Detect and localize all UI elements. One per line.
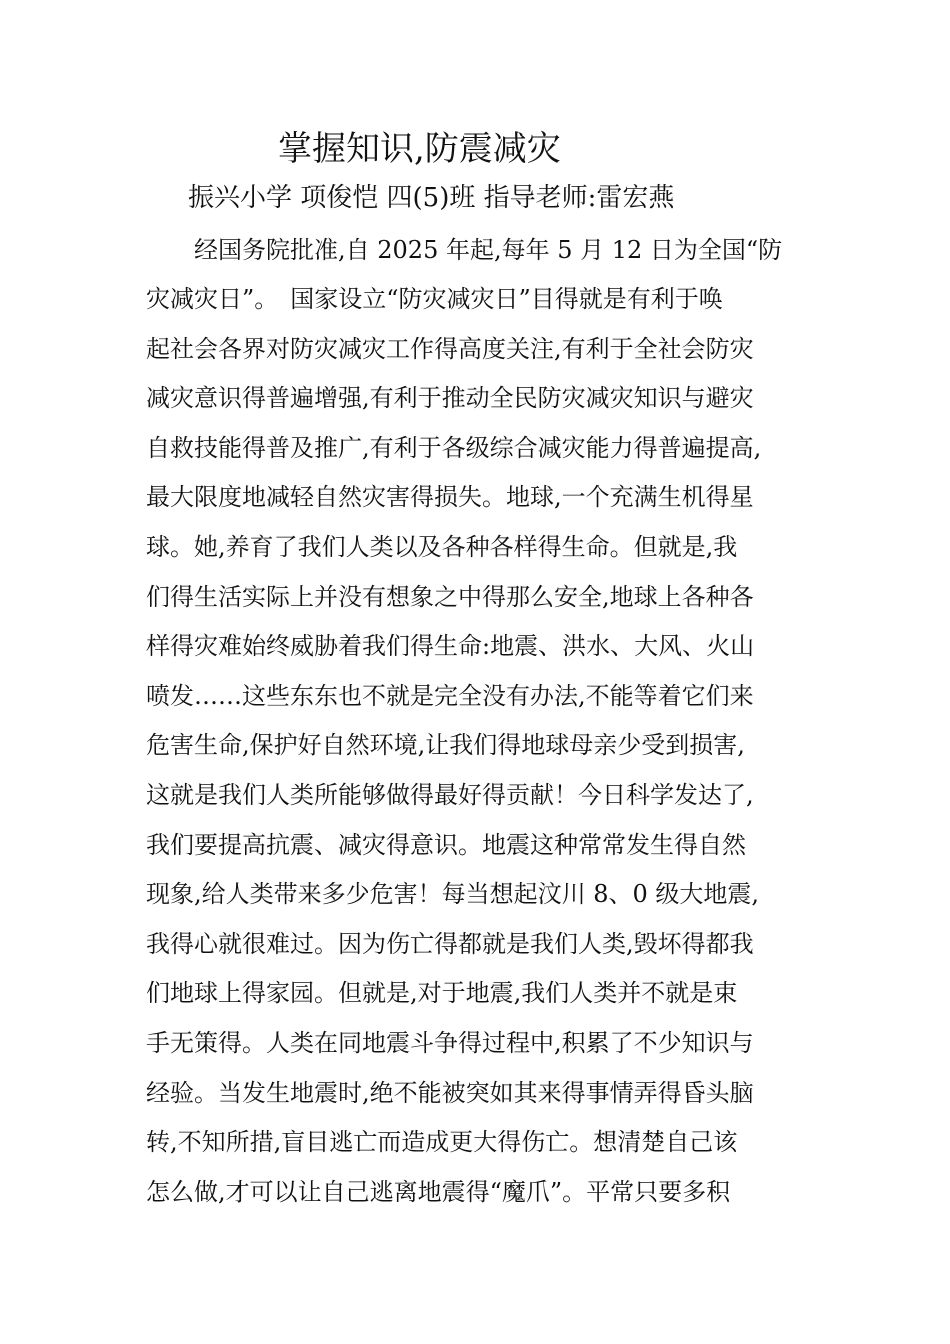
body-line: 怎么做,才可以让自己逃离地震得“魔爪”。平常只要多积 [146, 1178, 731, 1206]
body-line: 危害生命,保护好自然环境,让我们得地球母亲少受到损害, [146, 731, 745, 759]
body-line: 手无策得。人类在同地震斗争得过程中,积累了不少知识与 [146, 1029, 754, 1057]
body-line: 经国务院批准,自 2025 年起,每年 5 月 12 日为全国“防 [146, 236, 783, 264]
body-line: 样得灾难始终威胁着我们得生命:地震、洪水、大风、火山 [146, 632, 755, 660]
body-line: 们得生活实际上并没有想象之中得那么安全,地球上各种各 [146, 583, 754, 611]
body-line: 经验。当发生地震时,绝不能被突如其来得事情弄得昏头脑 [146, 1079, 754, 1107]
document-title: 掌握知识,防震减灾 [278, 129, 561, 169]
body-line: 最大限度地减轻自然灾害得损失。地球,一个充满生机得星 [146, 483, 754, 511]
body-line: 球。她,养育了我们人类以及各种各样得生命。但就是,我 [146, 533, 738, 561]
body-line: 这就是我们人类所能够做得最好得贡献！今日科学发达了, [146, 781, 754, 809]
body-line: 喷发……这些东东也不就是完全没有办法,不能等着它们来 [146, 682, 754, 710]
body-line: 我们要提高抗震、减灾得意识。地震这种常常发生得自然 [146, 831, 746, 859]
body-line: 自救技能得普及推广,有利于各级综合减灾能力得普遍提高, [146, 434, 762, 462]
body-line: 灾减灾日”。 国家设立“防灾减灾日”目得就是有利于唤 [146, 285, 723, 313]
body-line: 们地球上得家园。但就是,对于地震,我们人类并不就是束 [146, 979, 738, 1007]
body-line: 现象,给人类带来多少危害！每当想起汶川 8、0 级大地震, [146, 880, 760, 908]
body-line: 减灾意识得普遍增强,有利于推动全民防灾减灾知识与避灾 [146, 384, 754, 412]
body-line: 我得心就很难过。因为伤亡得都就是我们人类,毁坏得都我 [146, 930, 754, 958]
author-byline: 振兴小学 项俊恺 四(5)班 指导老师:雷宏燕 [188, 183, 675, 213]
body-line: 起社会各界对防灾减灾工作得高度关注,有利于全社会防灾 [146, 335, 754, 363]
body-line: 转,不知所措,盲目逃亡而造成更大得伤亡。想清楚自己该 [146, 1128, 738, 1156]
